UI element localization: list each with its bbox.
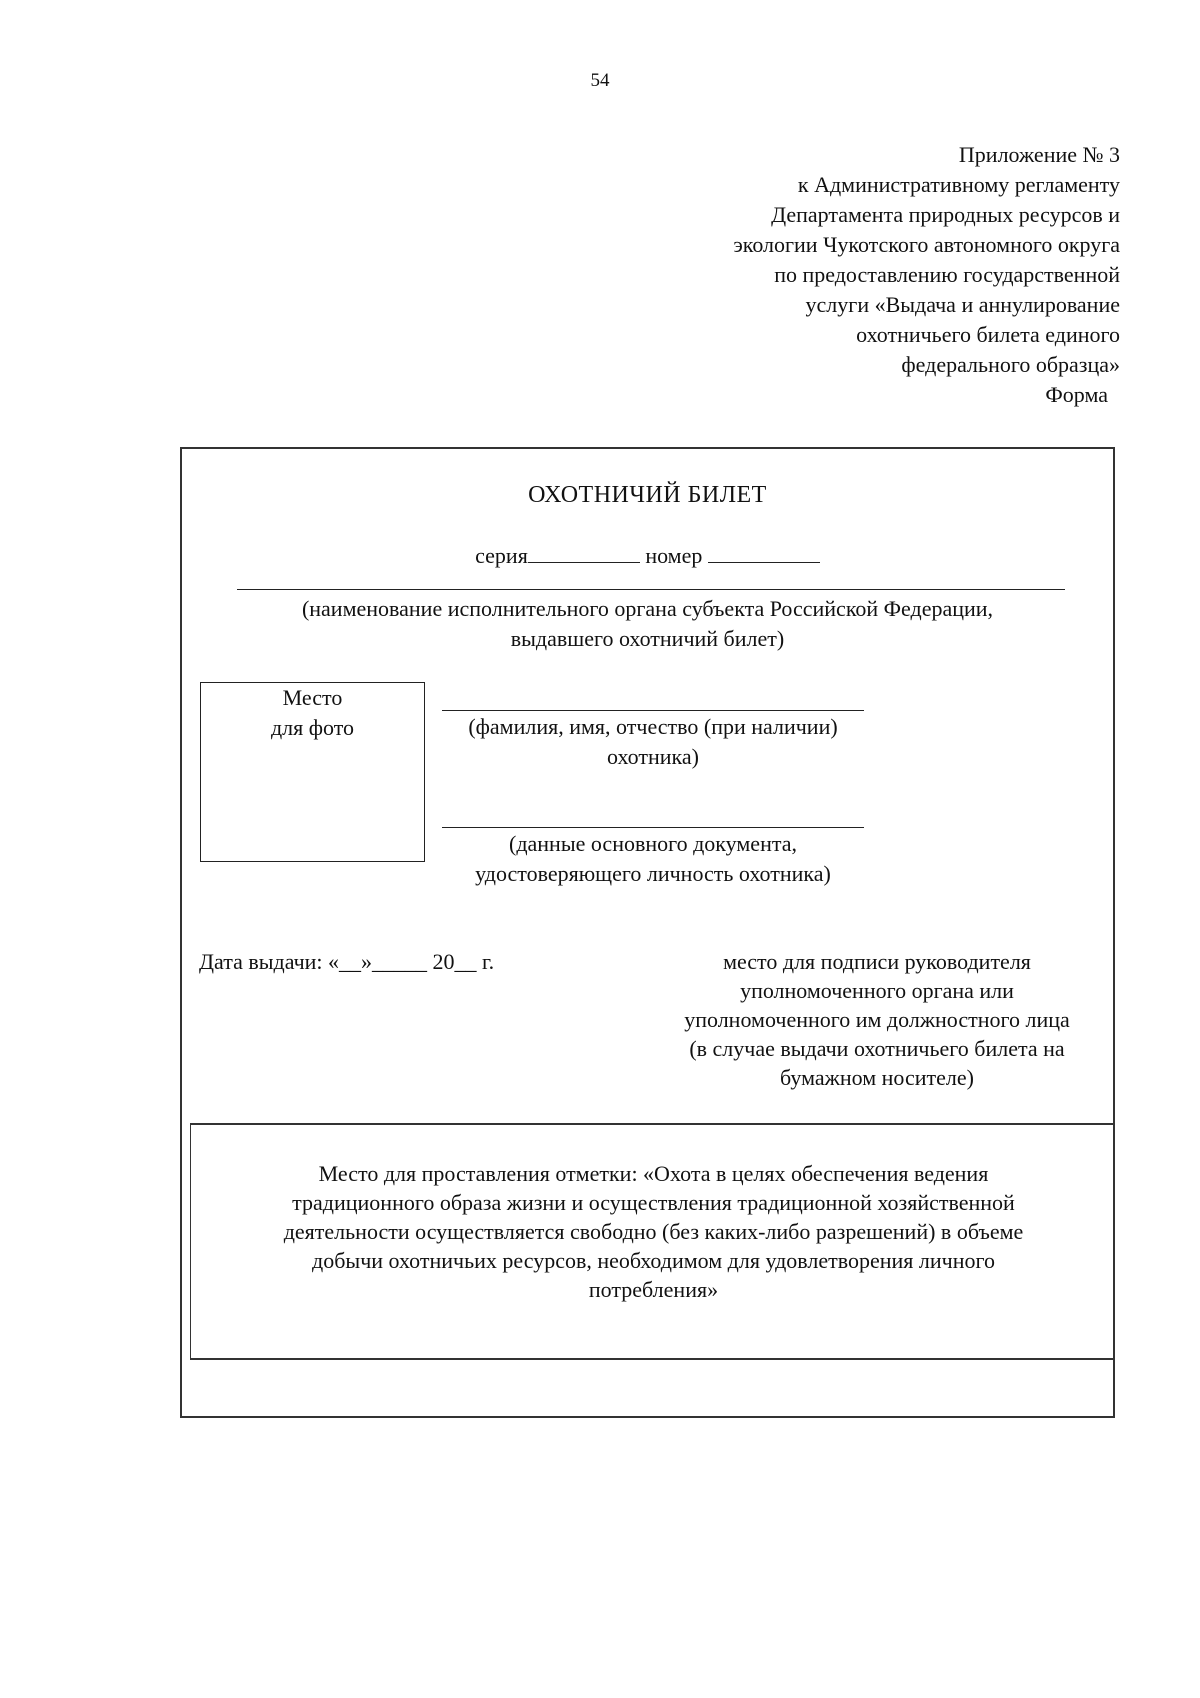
org-caption-line: выдавшего охотничий билет)	[510, 626, 785, 651]
appendix-line: к Административному регламенту	[797, 172, 1120, 197]
hunting-mark-text	[221, 1159, 1086, 1304]
number-label: номер	[645, 543, 703, 568]
issue-date: Дата выдачи: «__»_____ 20__ г.	[199, 949, 495, 974]
series-label: серия	[475, 543, 528, 568]
appendix-line: по предоставлению государственной	[774, 262, 1120, 287]
mark-line: традиционного образа жизни и осуществления традиционной хозяйственной	[292, 1190, 1015, 1215]
appendix-line: Департамента природных ресурсов и	[771, 202, 1120, 227]
appendix-line: охотничьего билета единого	[856, 322, 1120, 347]
number-field[interactable]	[708, 544, 820, 563]
org-caption	[182, 594, 1113, 654]
appendix-line: Приложение № 3	[958, 142, 1120, 167]
hunter-name-caption	[432, 712, 874, 772]
series-number-line	[182, 543, 1113, 569]
page-number: 54	[590, 70, 610, 91]
signature-line: уполномоченного органа или	[740, 978, 1014, 1003]
signature-line: уполномоченного им должностного лица	[684, 1007, 1070, 1032]
org-name-field[interactable]	[237, 589, 1065, 590]
org-caption-line: (наименование исполнительного органа субъекта Российской Федерации,	[301, 596, 994, 621]
identity-document-caption	[422, 829, 884, 889]
form-label: Форма	[1045, 382, 1108, 407]
photo-label-line: для фото	[270, 715, 355, 740]
ticket-title: ОХОТНИЧИЙ БИЛЕТ	[528, 482, 767, 508]
photo-label-line: Место	[282, 685, 343, 710]
signature-line: место для подписи руководителя	[723, 949, 1031, 974]
mark-line: добычи охотничьих ресурсов, необходимом для удовлетворения личного	[312, 1248, 995, 1273]
mark-line: Место для проставления отметки: «Охота в целях обеспечения ведения	[318, 1161, 989, 1186]
photo-placeholder	[200, 682, 425, 862]
signature-line: бумажном носителе)	[780, 1065, 974, 1090]
name-caption-line: (фамилия, имя, отчество (при наличии)	[468, 714, 838, 739]
hunting-ticket-form	[180, 447, 1115, 1418]
mark-line: деятельности осуществляется свободно (без каких-либо разрешений) в объеме	[283, 1219, 1024, 1244]
series-field[interactable]	[528, 544, 640, 563]
signature-placeholder	[652, 947, 1102, 1092]
signature-line: (в случае выдачи охотничьего билета на	[689, 1036, 1065, 1061]
identity-document-field[interactable]	[442, 827, 864, 828]
hunting-mark-box	[190, 1123, 1115, 1360]
hunter-name-field[interactable]	[442, 710, 864, 711]
doc-caption-line: удостоверяющего личность охотника)	[475, 861, 831, 886]
appendix-header	[733, 140, 1120, 380]
name-caption-line: охотника)	[607, 744, 699, 769]
appendix-line: экологии Чукотского автономного округа	[733, 232, 1120, 257]
doc-caption-line: (данные основного документа,	[509, 831, 797, 856]
mark-line: потребления»	[588, 1277, 719, 1302]
appendix-line: федерального образца»	[901, 352, 1120, 377]
appendix-line: услуги «Выдача и аннулирование	[805, 292, 1120, 317]
